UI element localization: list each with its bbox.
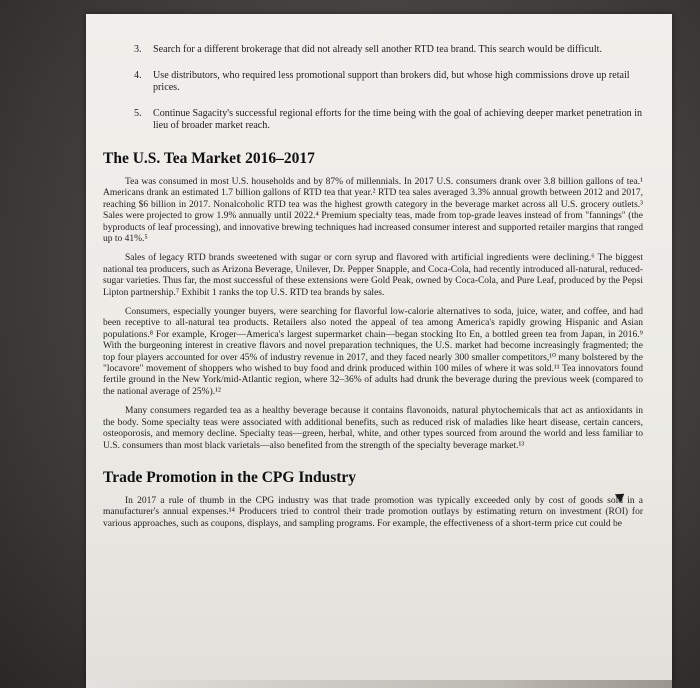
paragraph: Many consumers regarded tea as a healthy beverage because it contains flavonoids, natural phytochemicals that act as antioxidants in the body. Some specialty teas were associated with additional benefits, such as reduced risk of maladies like heart disease, certain cancers, osteoporosis, and memory decline. Specialty teas—green, herbal, white, and other types sourced from around the world and less familiar to U.S. consumers than most black varietals—also benefited from the strength of the specialty beverage market.¹³ (103, 406, 643, 451)
list-number: 3. (134, 44, 142, 55)
document-page (86, 14, 672, 688)
section-heading-trade-promotion: Trade Promotion in the CPG Industry (103, 468, 357, 486)
list-item (103, 108, 643, 133)
list-text: Continue Sagacity's successful regional efforts for the time being with the goal of achieving deeper market penetration in lieu of broader market reach. (153, 107, 643, 132)
list-number: 4. (134, 69, 142, 81)
paragraph: In 2017 a rule of thumb in the CPG industry was that trade promotion was typically exceeded only by cost of goods sold in a manufacturer's annual expenses.¹⁴ Producers tried to control their trade promotion outlays by estimating return on investment (ROI) for various approaches, such as coupons, displays, and sampling programs. For example, the effectiveness of a short-term price cut could be (103, 495, 643, 529)
list-text: Use distributors, who required less promotional support than brokers did, but whose high commissions drove up retail prices. (153, 69, 630, 94)
list-item (103, 70, 643, 95)
page-bottom-edge (86, 680, 672, 688)
paragraph: Consumers, especially younger buyers, were searching for flavorful low-calorie alternatives to soda, juice, water, and coffee, and had been receptive to all-natural tea products. Retailers also noted the appeal of tea among America's rapidly growing Hispanic and Asian populations.⁸ For example, Kroger—America's largest supermarket chain—began stocking Ito En, a bottled green tea from Japan, in 2016.⁹ With the burgeoning interest in creative flavors and novel preparation techniques, the U.S. market had become increasingly fragmented; the top four players accounted for over 45% of industry revenue in 2017, and they faced nearly 300 smaller competitors,¹⁰ many bolstered by the "locavore" movement of shoppers who wished to buy food and drink produced within 100 miles of where it was sold.¹¹ Tea innovators found fertile ground in the New York/mid-Atlantic region, where 32–36% of adults had drunk the beverage during the previous week (compared to the national average of 25%).¹² (103, 307, 643, 397)
paragraph: Sales of legacy RTD brands sweetened with sugar or corn syrup and flavored with artificial ingredients were declining.⁶ The biggest national tea producers, such as Arizona Beverage, Unilever, Dr. Pepper Snapple, and Coca-Cola, had recently introduced all-natural, reduced-sugar varieties. Thus far, the most successful of these extensions were Gold Peak, owned by Coca-Cola, and Pure Leaf, produced by the Pepsi Lipton partnership.⁷ Exhibit 1 ranks the top U.S. RTD tea brands by sales. (103, 253, 643, 298)
list-text: Search for a different brokerage that did not already sell another RTD tea brand. This search would be difficult. (153, 44, 602, 55)
list-number: 5. (134, 107, 142, 119)
document-content (103, 44, 643, 538)
paragraph: Tea was consumed in most U.S. households and by 87% of millennials. In 2017 U.S. consumers drank over 3.8 billion gallons of tea.¹ Americans drank an estimated 1.7 billion gallons of RTD tea that year.² RTD tea sales averaged 3.3% annual growth between 2012 and 2017, reaching $6 billion in 2017. Nonalcoholic RTD tea was the highest growth category in the beverage market across all U.S. grocery outlets.³ Sales were projected to grow 1.9% annually until 2022.⁴ Premium specialty teas, made from top-grade leaves instead of from "fannings" (the byproducts of leaf processing), and innovative brewing techniques had increased consumer interest and supported retailer margins that ranged up to 41%.⁵ (103, 176, 643, 244)
section-heading-tea-market: The U.S. Tea Market 2016–2017 (103, 149, 315, 167)
list-item (103, 44, 643, 57)
